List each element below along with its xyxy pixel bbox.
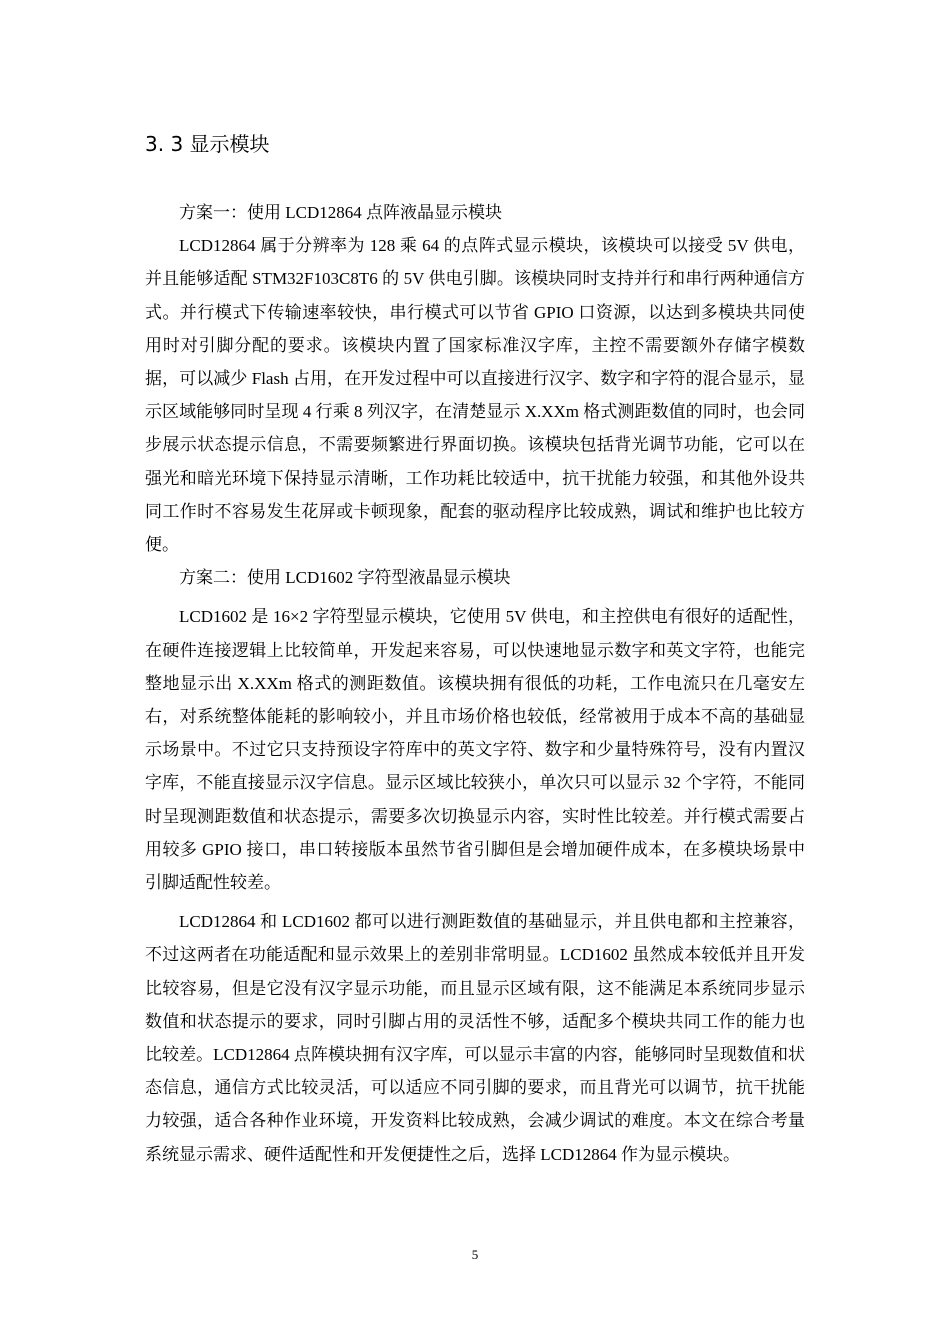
page-number: 5 — [471, 1247, 479, 1262]
comparison-paragraph: LCD12864 和 LCD1602 都可以进行测距数值的基础显示，并且供电都和主控兼容，不过这两者在功能适配和显示效果上的差别非常明显。LCD1602 虽然成本较低并且开发比较容易，但是它没有汉字显示功能，而且显示区域有限，这不能满足本系统同步显示数值和状态提示的要求，同时引脚占用的灵活性不够，适配多个模块共同工作的能力也比较差。LCD12864 点阵模块拥有汉字库，可以显示丰富的内容，能够同时呈现数值和状态信息，通信方式比较灵活，可以适应不同引脚的要求，而且背光可以调节，抗干扰能力较强，适合各种作业环境，开发资料比较成熟，会减少调试的难度。本文在综合考量系统显示需求、硬件适配性和开发便捷性之后，选择 LCD12864 作为显示模块。 — [145, 912, 805, 1164]
body-text — [145, 196, 805, 1171]
plan-two-paragraph: LCD1602 是 16×2 字符型显示模块，它使用 5V 供电，和主控供电有很好的适配性，在硬件连接逻辑上比较简单，开发起来容易，可以快速地显示数字和英文字符，也能完整地显示出 X.XXm 格式的测距数值。该模块拥有很低的功耗，工作电流只在几毫安左右，对系统整体能耗的影响较小，并且市场价格也较低，经常被用于成本不高的基础显示场景中。不过它只支持预设字符库中的英文字符、数字和少量特殊符号，没有内置汉字库，不能直接显示汉字信息。显示区域比较狭小，单次只可以显示 32 个字符，不能同时呈现测距数值和状态提示，需要多次切换显示内容，实时性比较差。并行模式需要占用较多 GPIO 接口，串口转接版本虽然节省引脚但是会增加硬件成本，在多模块场景中引脚适配性较差。 — [145, 607, 805, 893]
plan-two-heading: 方案二：使用 LCD1602 字符型液晶显示模块 — [179, 568, 511, 588]
section-heading: 3. 3 显示模块 — [145, 132, 270, 156]
plan-one-heading: 方案一：使用 LCD12864 点阵液晶显示模块 — [179, 203, 502, 222]
plan-one-paragraph: LCD12864 属于分辨率为 128 乘 64 的点阵式显示模块，该模块可以接受 5V 供电，并且能够适配 STM32F103C8T6 的 5V 供电引脚。该模块同时支持并行和串行两种通信方式。并行模式下传输速率较快，串行模式可以节省 GPIO 口资源，以达到多模块共同使用时对引脚分配的要求。该模块内置了国家标准汉字库，主控不需要额外存储字模数据，可以减少 Flash 占用，在开发过程中可以直接进行汉字、数字和字符的混合显示，显示区域能够同时呈现 4 行乘 8 列汉字，在清楚显示 X.XXm 格式测距数值的同时，也会同步展示状态提示信息，不需要频繁进行界面切换。该模块包括背光调节功能，它可以在强光和暗光环境下保持显示清晰，工作功耗比较适中，抗干扰能力较强，和其他外设共同工作时不容易发生花屏或卡顿现象，配套的驱动程序比较成熟，调试和维护也比较方便。 — [145, 236, 805, 555]
